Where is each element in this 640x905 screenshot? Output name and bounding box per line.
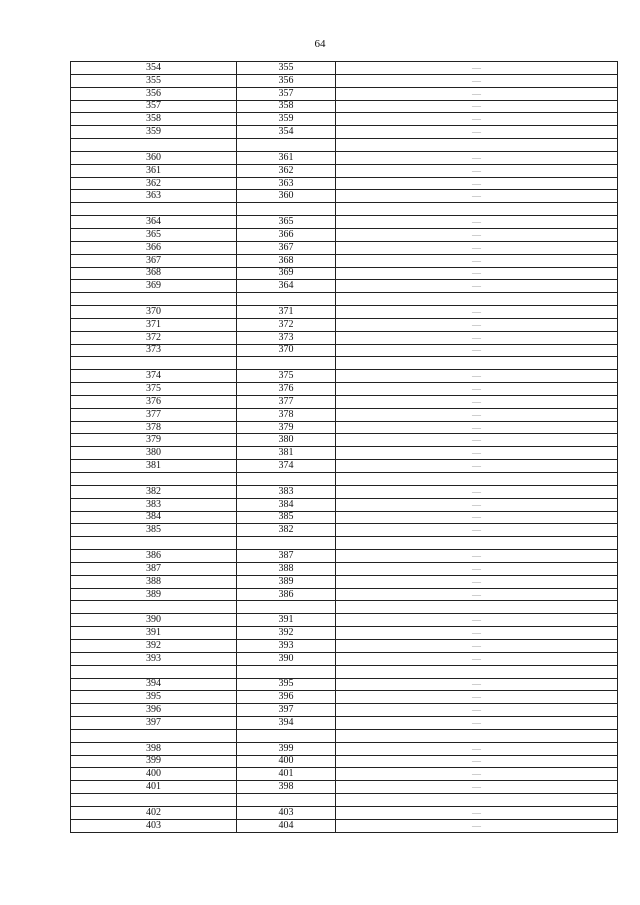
cell-note: — (336, 100, 618, 113)
table-row (71, 717, 618, 730)
cell-from: 361 (71, 164, 237, 177)
cell-note: — (336, 177, 618, 190)
cell-to: 357 (237, 87, 336, 100)
cell-to: 370 (237, 344, 336, 357)
cell-from: 391 (71, 627, 237, 640)
cell-from (71, 537, 237, 550)
cell-note: — (336, 228, 618, 241)
table-row (71, 524, 618, 537)
cell-from: 371 (71, 318, 237, 331)
table-row (71, 498, 618, 511)
cell-to: 358 (237, 100, 336, 113)
table-row (71, 768, 618, 781)
table-row (71, 665, 618, 678)
cell-from: 357 (71, 100, 237, 113)
cell-to (237, 665, 336, 678)
cell-note: — (336, 280, 618, 293)
cell-from: 365 (71, 228, 237, 241)
table-row (71, 588, 618, 601)
table-row (71, 139, 618, 152)
table-row (71, 177, 618, 190)
cell-to: 398 (237, 781, 336, 794)
cell-to: 399 (237, 742, 336, 755)
cell-note: — (336, 190, 618, 203)
table-row (71, 627, 618, 640)
cell-note: — (336, 241, 618, 254)
cell-from: 390 (71, 614, 237, 627)
cell-note: — (336, 74, 618, 87)
cell-to: 363 (237, 177, 336, 190)
cell-to: 362 (237, 164, 336, 177)
cell-note: — (336, 267, 618, 280)
cell-to (237, 601, 336, 614)
cell-from (71, 794, 237, 807)
cell-from: 380 (71, 447, 237, 460)
table-row (71, 781, 618, 794)
cell-to (237, 203, 336, 216)
cell-note (336, 601, 618, 614)
table-row (71, 614, 618, 627)
cell-from: 355 (71, 74, 237, 87)
table-row (71, 254, 618, 267)
cell-note: — (336, 755, 618, 768)
cell-note: — (336, 395, 618, 408)
cell-note: — (336, 331, 618, 344)
table-row (71, 293, 618, 306)
table-row (71, 511, 618, 524)
cell-note: — (336, 164, 618, 177)
cell-to: 378 (237, 408, 336, 421)
cell-note: — (336, 639, 618, 652)
table-row (71, 203, 618, 216)
cell-from: 385 (71, 524, 237, 537)
cell-to: 387 (237, 550, 336, 563)
table-row (71, 62, 618, 75)
table-row (71, 306, 618, 319)
cell-to: 396 (237, 691, 336, 704)
cell-from (71, 293, 237, 306)
cell-from: 388 (71, 575, 237, 588)
cell-to: 400 (237, 755, 336, 768)
cell-to: 365 (237, 216, 336, 229)
cell-note: — (336, 627, 618, 640)
cell-to: 382 (237, 524, 336, 537)
table-row (71, 267, 618, 280)
table-row (71, 485, 618, 498)
cell-note: — (336, 550, 618, 563)
cell-note: — (336, 678, 618, 691)
cell-from (71, 729, 237, 742)
table-row (71, 794, 618, 807)
cell-note: — (336, 460, 618, 473)
cell-from: 364 (71, 216, 237, 229)
table-row (71, 652, 618, 665)
cell-from: 377 (71, 408, 237, 421)
cell-to (237, 794, 336, 807)
cell-from: 398 (71, 742, 237, 755)
cell-from (71, 203, 237, 216)
table-row (71, 575, 618, 588)
table-row (71, 639, 618, 652)
cell-note: — (336, 819, 618, 832)
cell-from: 376 (71, 395, 237, 408)
cell-note (336, 729, 618, 742)
cell-from: 379 (71, 434, 237, 447)
table-row (71, 126, 618, 139)
cell-to (237, 537, 336, 550)
cell-note: — (336, 768, 618, 781)
table-row (71, 216, 618, 229)
cell-from: 374 (71, 370, 237, 383)
cell-from: 372 (71, 331, 237, 344)
cell-to (237, 729, 336, 742)
cell-from: 400 (71, 768, 237, 781)
cell-from: 403 (71, 819, 237, 832)
cell-from: 389 (71, 588, 237, 601)
cell-note: — (336, 62, 618, 75)
cell-from: 360 (71, 151, 237, 164)
cell-to: 389 (237, 575, 336, 588)
cell-from (71, 473, 237, 486)
cell-to: 359 (237, 113, 336, 126)
cell-to: 388 (237, 562, 336, 575)
cell-to: 367 (237, 241, 336, 254)
cell-from: 387 (71, 562, 237, 575)
cell-from: 378 (71, 421, 237, 434)
cell-note: — (336, 113, 618, 126)
cell-note: — (336, 652, 618, 665)
table-row (71, 331, 618, 344)
cell-to: 374 (237, 460, 336, 473)
table-row (71, 190, 618, 203)
cell-note: — (336, 254, 618, 267)
cell-note (336, 293, 618, 306)
table-row (71, 370, 618, 383)
cell-to: 368 (237, 254, 336, 267)
cell-note: — (336, 87, 618, 100)
cell-note: — (336, 216, 618, 229)
cell-note (336, 357, 618, 370)
cell-note: — (336, 126, 618, 139)
table-row (71, 537, 618, 550)
cell-to: 369 (237, 267, 336, 280)
cell-to: 391 (237, 614, 336, 627)
cell-note: — (336, 318, 618, 331)
data-table (70, 61, 618, 833)
table-row (71, 460, 618, 473)
cell-to: 376 (237, 383, 336, 396)
cell-to: 403 (237, 806, 336, 819)
table-row (71, 164, 618, 177)
cell-from: 401 (71, 781, 237, 794)
table-row (71, 678, 618, 691)
cell-to (237, 473, 336, 486)
cell-to: 364 (237, 280, 336, 293)
cell-note: — (336, 434, 618, 447)
cell-note (336, 794, 618, 807)
cell-from: 373 (71, 344, 237, 357)
table-row (71, 395, 618, 408)
table-row (71, 383, 618, 396)
cell-to: 373 (237, 331, 336, 344)
cell-note: — (336, 588, 618, 601)
cell-from: 392 (71, 639, 237, 652)
cell-to (237, 139, 336, 152)
cell-from: 368 (71, 267, 237, 280)
cell-to: 395 (237, 678, 336, 691)
cell-from (71, 601, 237, 614)
table-row (71, 151, 618, 164)
table-row (71, 344, 618, 357)
cell-to (237, 293, 336, 306)
cell-from: 354 (71, 62, 237, 75)
cell-from: 382 (71, 485, 237, 498)
table-row (71, 408, 618, 421)
cell-from: 356 (71, 87, 237, 100)
cell-note: — (336, 151, 618, 164)
cell-from (71, 139, 237, 152)
cell-from: 375 (71, 383, 237, 396)
cell-note: — (336, 575, 618, 588)
cell-from: 384 (71, 511, 237, 524)
cell-from: 367 (71, 254, 237, 267)
cell-note: — (336, 704, 618, 717)
cell-from: 397 (71, 717, 237, 730)
cell-to: 366 (237, 228, 336, 241)
cell-note: — (336, 306, 618, 319)
table-row (71, 819, 618, 832)
table-row (71, 742, 618, 755)
cell-to: 385 (237, 511, 336, 524)
cell-note: — (336, 485, 618, 498)
cell-from: 358 (71, 113, 237, 126)
table-row (71, 691, 618, 704)
cell-to: 384 (237, 498, 336, 511)
cell-to: 360 (237, 190, 336, 203)
cell-to: 390 (237, 652, 336, 665)
cell-from: 359 (71, 126, 237, 139)
table-row (71, 550, 618, 563)
cell-note: — (336, 742, 618, 755)
cell-to: 401 (237, 768, 336, 781)
cell-to: 379 (237, 421, 336, 434)
table-row (71, 704, 618, 717)
cell-to: 386 (237, 588, 336, 601)
cell-note: — (336, 447, 618, 460)
cell-note: — (336, 498, 618, 511)
cell-to: 356 (237, 74, 336, 87)
cell-note: — (336, 691, 618, 704)
cell-from: 394 (71, 678, 237, 691)
cell-to (237, 357, 336, 370)
cell-note: — (336, 370, 618, 383)
cell-to: 394 (237, 717, 336, 730)
cell-to: 393 (237, 639, 336, 652)
cell-from: 383 (71, 498, 237, 511)
cell-note (336, 203, 618, 216)
cell-to: 355 (237, 62, 336, 75)
cell-to: 383 (237, 485, 336, 498)
cell-from: 402 (71, 806, 237, 819)
cell-to: 375 (237, 370, 336, 383)
cell-from: 369 (71, 280, 237, 293)
cell-from: 393 (71, 652, 237, 665)
table-row (71, 473, 618, 486)
cell-from: 366 (71, 241, 237, 254)
table-row (71, 87, 618, 100)
cell-note: — (336, 806, 618, 819)
cell-to: 354 (237, 126, 336, 139)
table-row (71, 806, 618, 819)
cell-from: 399 (71, 755, 237, 768)
table-body (71, 62, 618, 833)
cell-to: 371 (237, 306, 336, 319)
table-row (71, 421, 618, 434)
cell-note (336, 139, 618, 152)
cell-from (71, 665, 237, 678)
cell-note: — (336, 344, 618, 357)
cell-from: 381 (71, 460, 237, 473)
table-row (71, 280, 618, 293)
page-number: 64 (314, 38, 326, 50)
table-row (71, 729, 618, 742)
table-row (71, 113, 618, 126)
table-row (71, 228, 618, 241)
table-row (71, 241, 618, 254)
cell-to: 397 (237, 704, 336, 717)
cell-to: 404 (237, 819, 336, 832)
cell-to: 377 (237, 395, 336, 408)
table-row (71, 318, 618, 331)
table-row (71, 447, 618, 460)
cell-note: — (336, 717, 618, 730)
cell-from: 363 (71, 190, 237, 203)
table-row (71, 357, 618, 370)
cell-note: — (336, 511, 618, 524)
cell-note: — (336, 781, 618, 794)
cell-note: — (336, 408, 618, 421)
cell-to: 380 (237, 434, 336, 447)
cell-note: — (336, 614, 618, 627)
cell-note: — (336, 562, 618, 575)
table-row (71, 434, 618, 447)
cell-note (336, 665, 618, 678)
cell-to: 392 (237, 627, 336, 640)
table-row (71, 74, 618, 87)
cell-to: 381 (237, 447, 336, 460)
table-row (71, 601, 618, 614)
cell-from: 370 (71, 306, 237, 319)
table-row (71, 755, 618, 768)
cell-note (336, 473, 618, 486)
cell-note: — (336, 524, 618, 537)
cell-from (71, 357, 237, 370)
cell-note (336, 537, 618, 550)
cell-from: 362 (71, 177, 237, 190)
cell-to: 361 (237, 151, 336, 164)
table-row (71, 562, 618, 575)
cell-from: 395 (71, 691, 237, 704)
cell-note: — (336, 421, 618, 434)
cell-to: 372 (237, 318, 336, 331)
cell-from: 396 (71, 704, 237, 717)
table-row (71, 100, 618, 113)
cell-from: 386 (71, 550, 237, 563)
cell-note: — (336, 383, 618, 396)
